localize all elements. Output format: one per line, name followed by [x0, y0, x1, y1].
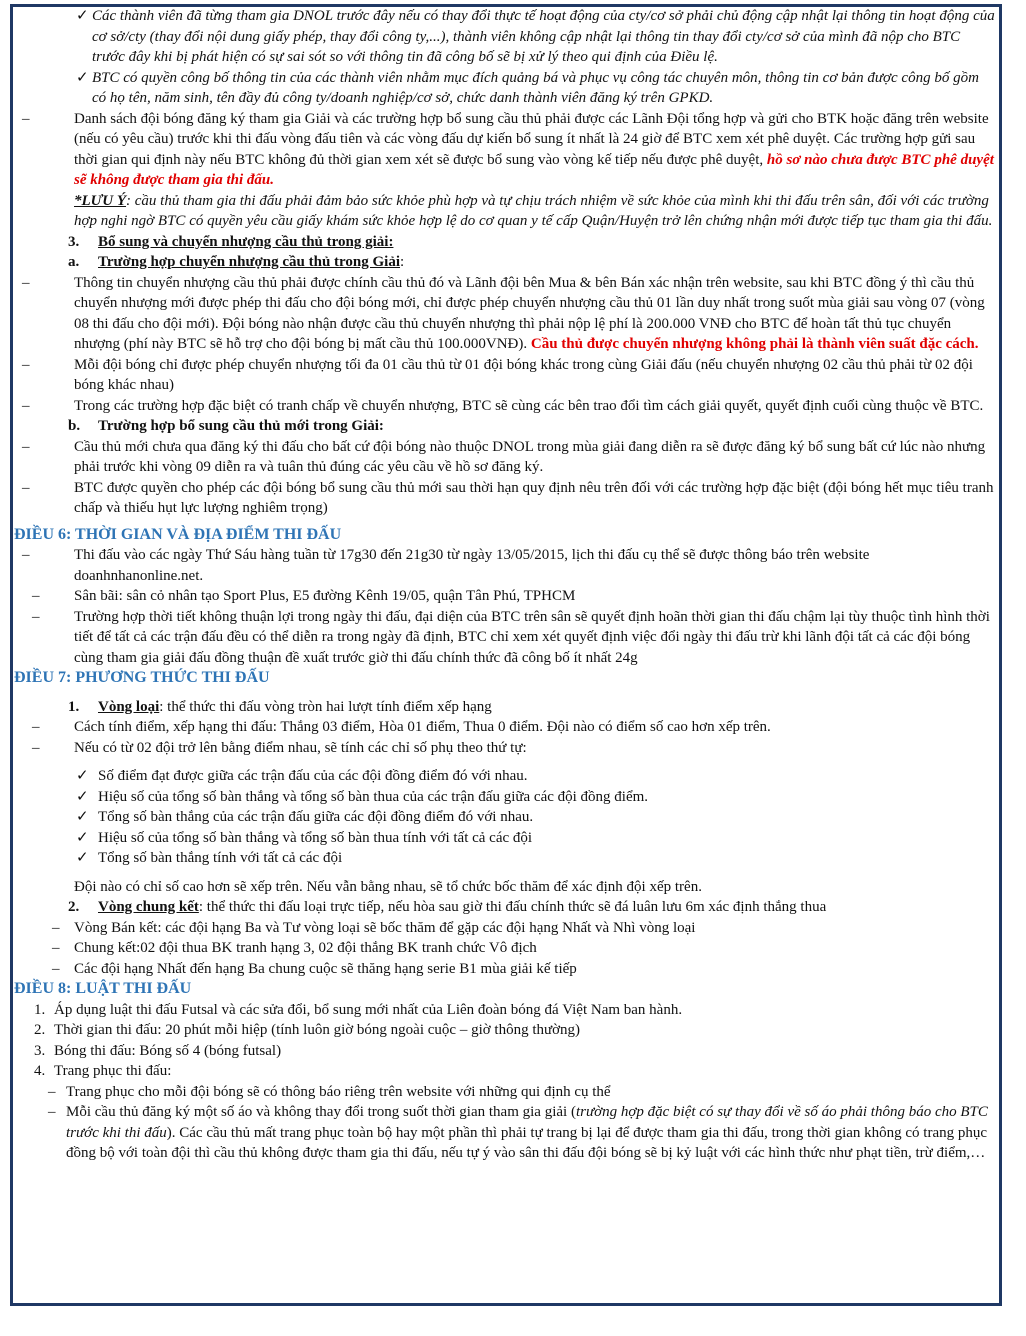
- list-item: [22, 478, 996, 519]
- round-text: : thể thức thi đấu loại trực tiếp, nếu hòa sau giờ thi đấu chính thức sẽ đá luân lưu 6m xác định thắng thua: [198, 899, 827, 915]
- subsection-letter: a.: [68, 254, 80, 270]
- colon: :: [400, 254, 405, 270]
- rule-text: Cầu thủ mới chưa qua đăng ký thi đấu cho bất cứ đội bóng nào thuộc DNOL trong mùa giải đang diễn ra sẽ được đăng ký bổ sung bất cứ lúc nào nhưng phải trước khi vòng 09 diễn ra và tuân thủ đúng các yêu cầu về hồ sơ đăng ký.: [74, 438, 986, 475]
- warning-text: hồ sơ nào chưa được BTC phê duyệt sẽ không được tham gia thi đấu.: [74, 151, 994, 188]
- article-8-heading: ĐIỀU 8: LUẬT THI ĐẤU: [14, 980, 192, 997]
- spacer: [22, 689, 996, 697]
- list-item: [22, 355, 996, 396]
- round-number: 2.: [68, 899, 80, 915]
- law-item: [22, 1020, 996, 1041]
- law-number: 4.: [34, 1063, 46, 1079]
- article-6-heading: ĐIỀU 6: THỜI GIAN VÀ ĐỊA ĐIỂM THI ĐẤU: [14, 525, 342, 543]
- law-number: 3.: [34, 1042, 46, 1059]
- dash-icon: –: [48, 1083, 56, 1100]
- checkmark-icon: ✓: [76, 69, 89, 86]
- dash-icon: –: [52, 960, 60, 977]
- dash-icon: –: [48, 1104, 56, 1120]
- rule-text: Các đội hạng Nhất đến hạng Ba chung cuộc sẽ thăng hạng serie B1 mùa giải kế tiếp: [74, 960, 577, 977]
- law-number: 1.: [34, 1001, 46, 1018]
- article-7-heading: ĐIỀU 7: PHƯƠNG THỨC THI ĐẤU: [14, 669, 270, 686]
- dash-icon: –: [22, 479, 30, 496]
- list-item: [22, 918, 996, 939]
- list-item: [22, 437, 996, 478]
- dash-icon: –: [22, 438, 30, 455]
- list-item: [22, 6, 996, 68]
- list-item: [22, 273, 996, 355]
- dash-icon: –: [32, 739, 40, 756]
- rule-text: Thi đấu vào các ngày Thứ Sáu hàng tuần từ 17g30 đến 21g30 từ ngày 13/05/2015, lịch thi đấu cụ thể sẽ được thông báo trên website doanhnhanonline.net.: [74, 547, 870, 584]
- document-body: [14, 6, 996, 1164]
- round-title: Vòng loại: [98, 698, 160, 715]
- dash-icon: –: [32, 608, 40, 625]
- tiebreak-item: [22, 766, 996, 787]
- rule-text: BTC được quyền cho phép các đội bóng bổ sung cầu thủ mới sau thời hạn quy định nêu trên đối với các trường hợp đặc biệt (đội bóng hết mục tiêu tranh chấp và thiếu hụt lực lượng nghiêm trọng): [74, 479, 994, 516]
- section-heading: [22, 232, 996, 253]
- rule-text: Vòng Bán kết: các đội hạng Ba và Tư vòng loại sẽ bốc thăm để gặp các đội hạng Nhất và Nhì vòng loại: [74, 919, 696, 936]
- list-item: [22, 717, 996, 738]
- rule-text: Thông tin chuyển nhượng cầu thủ phải được chính cầu thủ đó và Lãnh đội bên Mua & bên Bán xác nhận trên website, sau khi BTC đồng ý thì cầu thủ chuyển nhượng mới được phép thi đấu cho đội bóng mới, chỉ được phép chuyển nhượng cầu thủ 01 lần duy nhất trong suốt mùa giải sau vòng 07 (vòng 08 thi đấu cho đội mới). Đội bóng nào nhận được cầu thủ chuyển nhượng thì phải nộp lệ phí là 200.000 VNĐ cho BTC để hoàn tất thủ tục chuyển nhượng (phí này BTC sẽ hỗ trợ cho đội bóng bị mất cầu thủ 100.000VNĐ).: [74, 274, 985, 352]
- list-item: [22, 545, 996, 586]
- spacer: [22, 758, 996, 766]
- note-text: : cầu thủ tham gia thi đấu phải đảm bảo sức khỏe phù hợp và tự chịu trách nhiệm về sức khỏe của mình khi thi đấu trên sân, đối với các trường hợp nghi ngờ BTC có quyền yêu cầu giấy khám sức khỏe hợp lệ do cơ quan y tế cấp Quận/Huyện trở lên chứng nhận mới được tiếp tục tham gia thi đấu.: [74, 192, 993, 229]
- rule-text: Trường hợp thời tiết không thuận lợi trong ngày thi đấu, đại diện của BTC trên sân sẽ quyết định hoãn thời gian thi đấu chậm lại tùy thuộc tình hình thời tiết để tất cả các trận đấu đều có thể diễn ra trong ngày đã định, BTC chỉ xem xét quyết định việc đổi ngày thi đấu trừ khi lãnh đội tất cả các đội bóng cùng tham gia giải đấu đồng thuận đề xuất trước giờ thi đấu chính thức đã công bố ít nhất 24g: [74, 608, 990, 666]
- law-text: Trang phục thi đấu:: [54, 1063, 172, 1079]
- rule-text: Trong các trường hợp đặc biệt có tranh chấp về chuyển nhượng, BTC sẽ cùng các bên trao đổi tìm cách giải quyết, quyết định cuối cùng thuộc về BTC.: [74, 397, 984, 414]
- subsection-heading: [22, 416, 996, 437]
- dash-icon: –: [22, 110, 30, 127]
- law-text: Bóng thi đấu: Bóng số 4 (bóng futsal): [54, 1042, 282, 1059]
- dash-icon: –: [32, 588, 40, 604]
- spacer: [22, 869, 996, 877]
- dash-icon: –: [32, 719, 40, 735]
- section-title: Bổ sung và chuyển nhượng cầu thủ trong giải:: [98, 233, 394, 250]
- law-item: [22, 1000, 996, 1021]
- checkmark-icon: ✓: [76, 8, 89, 24]
- list-item: [22, 738, 996, 759]
- list-item: [22, 109, 996, 191]
- law-text: Thời gian thi đấu: 20 phút mỗi hiệp (tính luôn giờ bóng ngoài cuộc – giờ thông thường): [54, 1022, 581, 1038]
- rule-text: ). Các cầu thủ mất trang phục toàn bộ hay một phần thì phải tự trang bị lại để được tham gia thi đấu, trong thời gian không có trang phục đồng bộ với toàn đội thì cầu thủ không được tham gia thi đấu, nếu tự ý vào sân thi đấu đội bóng sẽ bị kỷ luật với các hình thức như phạt tiền, trừ điểm,…: [66, 1124, 988, 1161]
- subsection-title: Trường hợp bổ sung cầu thủ mới trong Giải:: [98, 418, 384, 434]
- rule-text: Mỗi cầu thủ đăng ký một số áo và không thay đổi trong suốt thời gian tham gia giải (: [66, 1104, 576, 1120]
- tiebreak-text: Tổng số bàn thắng của các trận đấu giữa các đội đồng điểm đó với nhau.: [98, 809, 534, 825]
- dash-icon: –: [22, 547, 30, 563]
- dash-icon: –: [22, 397, 30, 414]
- subsection-letter: b.: [68, 418, 81, 434]
- law-text: Áp dụng luật thi đấu Futsal và các sửa đổi, bổ sung mới nhất của Liên đoàn bóng đá Việt Nam ban hành.: [54, 1001, 683, 1018]
- tiebreak-text: Tổng số bàn thắng tính với tất cả các đội: [98, 850, 343, 866]
- rule-text: Cách tính điểm, xếp hạng thi đấu: Thắng 03 điểm, Hòa 01 điểm, Thua 0 điểm. Đội nào có điểm số cao hơn xếp trên.: [74, 719, 771, 735]
- list-item: [22, 68, 996, 109]
- checkmark-icon: ✓: [76, 768, 89, 784]
- list-item: [22, 1082, 996, 1103]
- tiebreak-item: [22, 828, 996, 849]
- round-text: : thể thức thi đấu vòng tròn hai lượt tính điểm xếp hạng: [159, 698, 492, 715]
- rule-text: Mỗi đội bóng chỉ được phép chuyển nhượng tối đa 01 cầu thủ từ 01 đội bóng khác trong cùng Giải đấu (nếu chuyển nhượng 02 cầu thủ phải từ 02 đội bóng khác nhau): [74, 356, 973, 393]
- dash-icon: –: [52, 940, 60, 956]
- subsection-title: Trường hợp chuyển nhượng cầu thủ trong Giải: [98, 254, 401, 270]
- section-number: 3.: [68, 233, 80, 250]
- subsection-heading: [22, 252, 996, 273]
- warning-text: Cầu thủ được chuyển nhượng không phải là thành viên suất đặc cách.: [530, 336, 979, 352]
- tiebreak-item: [22, 787, 996, 808]
- dash-icon: –: [22, 274, 30, 291]
- list-item: [22, 938, 996, 959]
- law-item: [22, 1041, 996, 1062]
- tiebreak-note: Đội nào có chỉ số cao hơn sẽ xếp trên. Nếu vẫn bằng nhau, sẽ tổ chức bốc thăm để xác định đội xếp trên.: [74, 878, 702, 895]
- dash-icon: –: [22, 356, 30, 373]
- round-heading: [22, 897, 996, 918]
- tiebreak-text: Số điểm đạt được giữa các trận đấu của các đội đồng điểm đó với nhau.: [98, 768, 528, 784]
- list-item: [22, 607, 996, 669]
- law-number: 2.: [34, 1022, 46, 1038]
- note-label: *LƯU Ý: [74, 192, 127, 209]
- tiebreak-text: Hiệu số của tổng số bàn thắng và tổng số bàn thua của các trận đấu giữa các đội đồng điểm.: [98, 788, 649, 805]
- list-item: [22, 396, 996, 417]
- rule-text-italic: trường hợp đặc biệt có sự thay đổi về số áo phải thông báo cho BTC trước khi thi đấu: [66, 1104, 988, 1141]
- rule-text: Các thành viên đã từng tham gia DNOL trước đây nếu có thay đổi thực tế hoạt động của cty/cơ sở phải chủ động cập nhật lại thông tin hoạt động của cơ sở/cty (thay đổi nội dung giấy phép, thay đổi công ty,...), thành viên không cập nhật lại thông tin thay đổi cty/cơ sở của mình đã nộp cho BTC trước đây khi bị phát hiện có sự sai sót so với thông tin đã công bố sẽ bị xử lý theo qui định của Điều lệ.: [92, 8, 995, 65]
- checkmark-icon: ✓: [76, 788, 89, 805]
- round-title: Vòng chung kết: [98, 899, 199, 915]
- checkmark-icon: ✓: [76, 850, 89, 866]
- tiebreak-item: [22, 848, 996, 869]
- dash-icon: –: [52, 919, 60, 936]
- rule-text: Nếu có từ 02 đội trở lên bằng điểm nhau, sẽ tính các chỉ số phụ theo thứ tự:: [74, 739, 527, 756]
- checkmark-icon: ✓: [76, 829, 89, 846]
- tiebreak-item: [22, 807, 996, 828]
- round-number: 1.: [68, 698, 80, 715]
- rule-text: Danh sách đội bóng đăng ký tham gia Giải và các trường hợp bổ sung cầu thủ phải được các Lãnh Đội tổng hợp và gửi cho BTK hoặc đăng trên website (nếu có yêu cầu) trước khi thi đấu vòng đấu tiên và các vòng đấu dự kiến bổ sung ít nhất là 24 giờ để BTC xem xét phê duyệt. Các trường hợp gửi sau thời gian qui định này nếu BTC không đủ thời gian xem xét sẽ được bổ sung vào vòng kế tiếp nếu được phê duyệt,: [74, 110, 989, 168]
- law-item: [22, 1061, 996, 1082]
- list-item: [22, 586, 996, 607]
- list-item: [22, 1102, 996, 1164]
- rule-text: Trang phục cho mỗi đội bóng sẽ có thông báo riêng trên website với những qui định cụ thể: [66, 1083, 611, 1100]
- round-heading: [22, 697, 996, 718]
- list-item: [22, 959, 996, 980]
- note: [22, 191, 996, 232]
- rule-text: Chung kết:02 đội thua BK tranh hạng 3, 02 đội thắng BK tranh chức Vô địch: [74, 940, 537, 956]
- tiebreak-text: Hiệu số của tổng số bàn thắng và tổng số bàn thua tính với tất cả các đội: [98, 829, 533, 846]
- checkmark-icon: ✓: [76, 809, 89, 825]
- rule-text: Sân bãi: sân cỏ nhân tạo Sport Plus, E5 đường Kênh 19/05, quận Tân Phú, TPHCM: [74, 588, 576, 604]
- rule-text: BTC có quyền công bố thông tin của các thành viên nhằm mục đích quảng bá và phục vụ công tác chuyên môn, thông tin cơ bản được công bố gồm có họ tên, năm sinh, tên đầy đủ công ty/doanh nghiệp/cơ sở, chức danh thành viên đăng ký trên GPKD.: [92, 69, 979, 106]
